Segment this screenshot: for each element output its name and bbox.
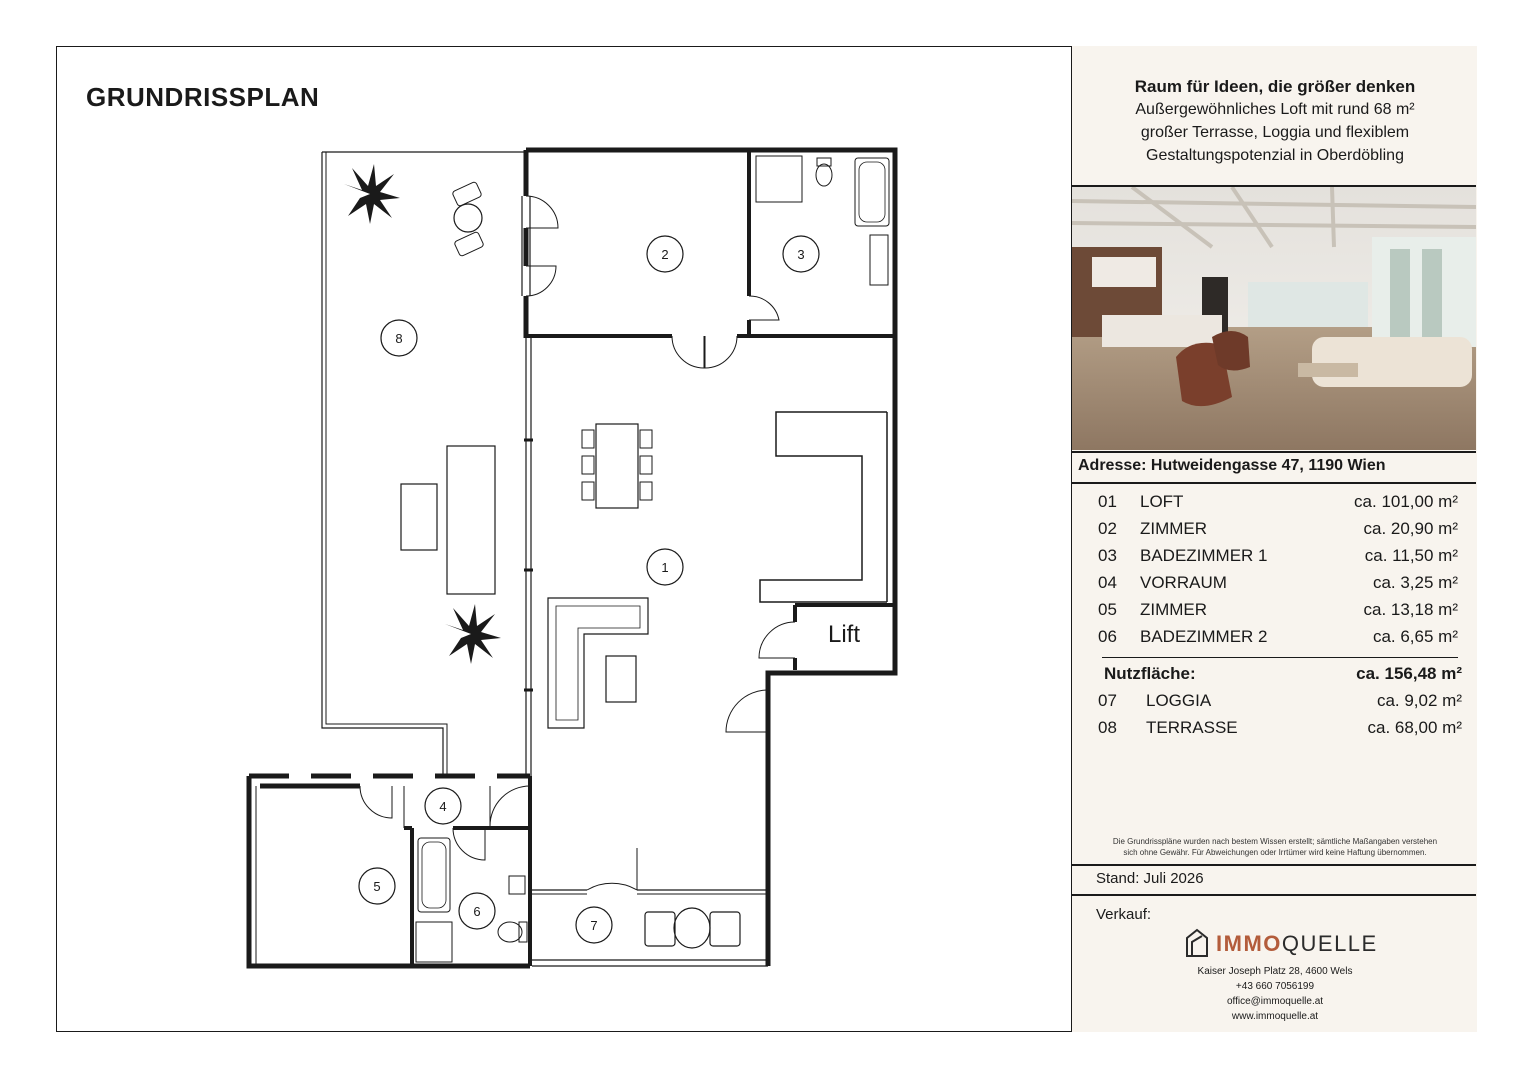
contact-phone: +43 660 7056199 [1235,981,1315,992]
divider [1072,864,1476,866]
room-row: 06 BADEZIMMER 2 ca. 6,65 m² [1098,627,1458,646]
verkauf-label: Verkauf: [1096,906,1152,923]
divider [1072,451,1476,453]
plan-title: GRUNDRISSPLAN [86,82,320,112]
room-row: 05 ZIMMER ca. 13,18 m² [1098,600,1458,619]
sum-divider [1102,657,1458,658]
contact-block [1072,964,1478,1024]
room-number-2: 2 [661,247,669,262]
room-row: 01 LOFT ca. 101,00 m² [1098,492,1458,511]
total-row: Nutzfläche: ca. 156,48 m² [1104,664,1462,683]
subline-3: Gestaltungspotenzial in Oberdöbling [1146,147,1404,164]
room-number-8: 8 [395,331,403,346]
contact-web[interactable]: www.immoquelle.at [1231,1011,1319,1022]
room-number-6: 6 [473,904,481,919]
contact-street: Kaiser Joseph Platz 28, 4600 Wels [1197,966,1353,977]
contact-email[interactable]: office@immoquelle.at [1226,996,1324,1007]
subline-1: Außergewöhnliches Loft mit rund 68 m² [1135,101,1415,118]
divider [1072,894,1476,896]
info-panel [1071,46,1477,1032]
divider [1072,482,1476,484]
headline: Raum für Ideen, die größer denken [1134,77,1416,96]
room-row: 02 ZIMMER ca. 20,90 m² [1098,519,1458,538]
room-number-5: 5 [373,879,381,894]
address: Adresse: Hutweidengasse 47, 1190 Wien [1078,457,1386,474]
room-number-4: 4 [439,799,447,814]
lift-label: Lift [827,621,861,648]
house-logo-icon [1184,928,1210,958]
interior-photo [1072,187,1476,450]
headline-block [1072,76,1478,167]
disclaimer: Die Grundrisspläne wurden nach bestem Wissen erstellt; sämtliche Maßangaben verstehen sich ohne Gewähr. Für Abweichungen oder Irrtümer wird keine Haftung übernommen. [1112,837,1438,857]
room-number-7: 7 [590,918,598,933]
subline-2: großer Terrasse, Loggia und flexiblem [1140,124,1410,141]
room-row: 04 VORRAUM ca. 3,25 m² [1098,573,1458,592]
immoquelle-logo: IMMOQUELLE [1072,926,1478,960]
stand-date: Stand: Juli 2026 [1096,870,1204,887]
outdoor-row: 08 TERRASSE ca. 68,00 m² [1098,718,1462,737]
outdoor-row: 07 LOGGIA ca. 9,02 m² [1098,691,1462,710]
room-number-1: 1 [661,560,669,575]
room-row: 03 BADEZIMMER 1 ca. 11,50 m² [1098,546,1458,565]
room-number-3: 3 [797,247,805,262]
